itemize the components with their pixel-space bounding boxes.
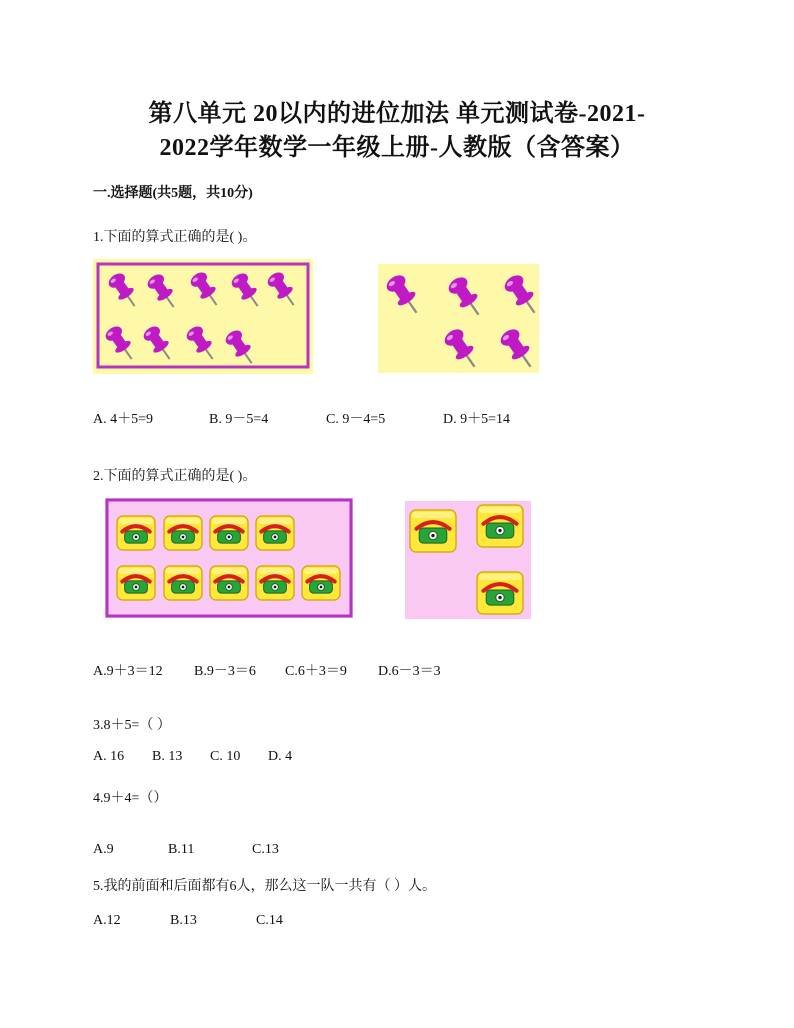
question-3-option-a: A. 16: [93, 749, 125, 764]
question-2-option-b: B.9－3＝6: [194, 664, 256, 679]
question-1-option-b: B. 9－5=4: [209, 412, 269, 427]
question-1-stem: 1.下面的算式正确的是( )。: [93, 230, 257, 245]
question-2-right-phones-panel: [405, 501, 531, 619]
telephone-icon: [477, 572, 523, 614]
telephone-icon: [210, 516, 248, 550]
telephone-icon: [210, 566, 248, 600]
question-2-stem: 2.下面的算式正确的是( )。: [93, 469, 257, 484]
question-5-stem: 5.我的前面和后面都有6人，那么这一队一共有（ ）人。: [93, 879, 436, 894]
section-heading: 一.选择题(共5题，共10分): [93, 186, 253, 201]
question-4-stem: 4.9＋4=（）: [93, 791, 168, 806]
question-3-option-d: D. 4: [268, 749, 293, 764]
question-5-option-c: C.14: [256, 913, 283, 928]
telephone-icon: [117, 516, 155, 550]
question-4-option-c: C.13: [252, 842, 279, 857]
document-title-line-2: 2022学年数学一年级上册-人教版（含答案）: [159, 135, 635, 161]
telephone-icon: [410, 510, 456, 552]
question-1-option-d: D. 9＋5=14: [443, 412, 511, 427]
question-1-left-pins-panel: [93, 259, 313, 374]
question-4-option-a: A.9: [93, 842, 114, 857]
question-1-option-a: A. 4＋5=9: [93, 412, 154, 427]
question-5-option-a: A.12: [93, 913, 121, 928]
telephone-icon: [256, 566, 294, 600]
question-3-stem: 3.8＋5=（ ）: [93, 718, 171, 733]
question-3-option-b: B. 13: [152, 749, 183, 764]
telephone-icon: [117, 566, 155, 600]
question-2-option-c: C.6＋3＝9: [285, 664, 347, 679]
telephone-icon: [477, 505, 523, 547]
question-3-option-c: C. 10: [210, 749, 241, 764]
question-1-right-pins-panel: [378, 264, 539, 373]
question-2-option-d: D.6－3＝3: [378, 664, 441, 679]
telephone-icon: [164, 566, 202, 600]
question-5-option-b: B.13: [170, 913, 197, 928]
telephone-icon: [256, 516, 294, 550]
telephone-icon: [164, 516, 202, 550]
question-2-option-a: A.9＋3＝12: [93, 664, 163, 679]
question-1-option-c: C. 9－4=5: [326, 412, 386, 427]
question-4-option-b: B.11: [168, 842, 195, 857]
question-2-left-phones-panel: [105, 498, 353, 618]
telephone-icon: [302, 566, 340, 600]
document-title-line-1: 第八单元 20以内的进位加法 单元测试卷-2021-: [148, 101, 646, 127]
